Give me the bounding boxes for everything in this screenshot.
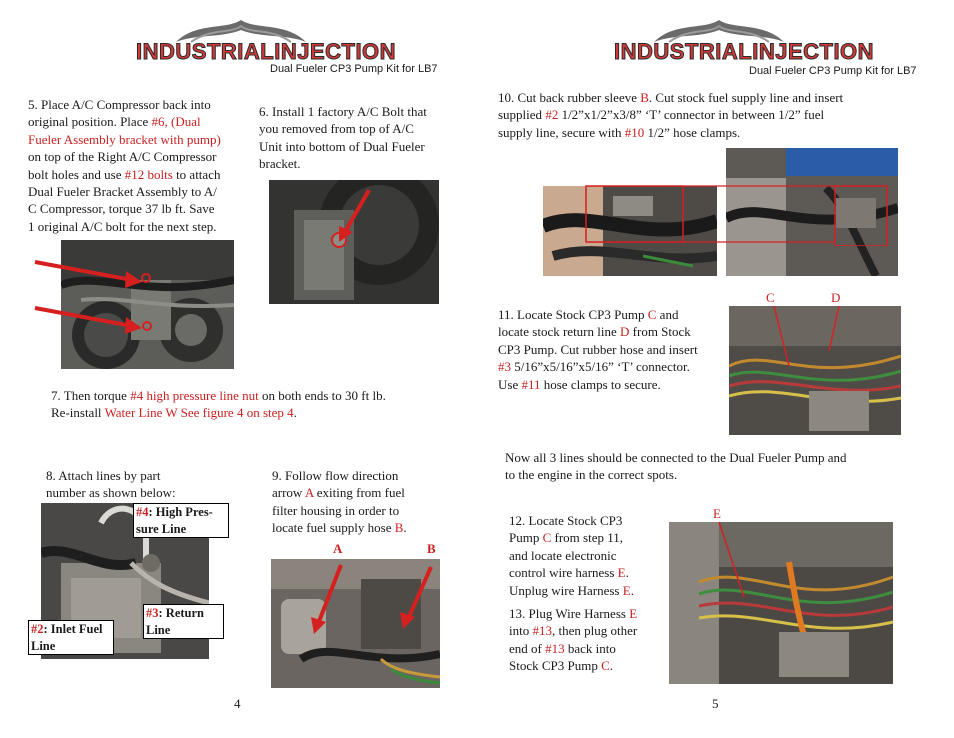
step6-photo: [269, 180, 439, 304]
step5-arrows: [30, 250, 160, 340]
step11-text: 11. Locate Stock CP3 Pump C and locate stock return line D from Stock CP3 Pump. Cut rubber hose and insert #3 5/16”x5/16”x5/16” ‘T’ connector. Use #11 hose clamps to secure.: [498, 307, 698, 392]
step9-text: 9. Follow flow direction arrow A exiting from fuel filter housing in order to locate fuel supply hose B.: [272, 468, 407, 536]
label-return-line: #3: Return Line: [143, 604, 224, 639]
step13-photo: [669, 522, 893, 684]
photo-label-c: C: [766, 290, 775, 305]
label-high-pressure-line: #4: High Pres- sure Line: [133, 503, 229, 538]
step8-text: 8. Attach lines by part number as shown below:: [46, 468, 176, 501]
step5-text: 5. Place A/C Compressor back into original position. Place #6, (Dual Fueler Assembly bracket with pump) on top of the Right A/C Compressor bolt holes and use #12 bolts to attach Dual Fueler Bracket Assembly to A/ C Compressor, torque 37 lb ft. Save 1 original A/C bolt for the next step.: [28, 97, 221, 234]
step13-text: 13. Plug Wire Harness E into #13, then plug other end of #13 back into Stock CP3 Pump C.: [509, 606, 638, 674]
summary-text: Now all 3 lines should be connected to the Dual Fueler Pump and to the engine in the correct spots.: [505, 450, 847, 483]
step12-text: 12. Locate Stock CP3 Pump C from step 11, and locate electronic control wire harness E. Unplug wire Harness E.: [509, 513, 634, 598]
photo-label-a: A: [333, 541, 343, 556]
kit-title-right: Dual Fueler CP3 Pump Kit for LB7: [749, 65, 917, 77]
step10-text: 10. Cut back rubber sleeve B. Cut stock fuel supply line and insert supplied #2 1/2”x1/2”x3/8” ‘T’ connector in between 1/2” fuel supply line, secure with #10 1/2” hose clamps.: [498, 90, 844, 140]
page-number-right: 5: [712, 696, 719, 711]
step6-text: 6. Install 1 factory A/C Bolt that you removed from top of A/C Unit into bottom of Dual Fueler bracket.: [259, 104, 427, 172]
photo-label-d: D: [831, 290, 841, 305]
step7-text: 7. Then torque #4 high pressure line nut on both ends to 30 ft lb. Re-install Water Line W See figure 4 on step 4.: [51, 388, 386, 421]
page-number-left: 4: [234, 696, 241, 711]
brand-wordmark: INDUSTRIALINJECTION: [136, 39, 397, 64]
step11-photo: [729, 306, 901, 435]
kit-title-left: Dual Fueler CP3 Pump Kit for LB7: [270, 63, 438, 75]
label-inlet-fuel-line: #2: Inlet Fuel Line: [28, 620, 114, 655]
brand-logo-left: [136, 20, 397, 66]
step9-photo: [271, 559, 440, 688]
brand-wordmark: INDUSTRIALINJECTION: [614, 39, 875, 64]
photo-label-b: B: [427, 541, 436, 556]
step10-highlight-boxes: [585, 184, 890, 246]
photo-label-e: E: [713, 506, 721, 521]
brand-logo-right: [614, 20, 875, 66]
